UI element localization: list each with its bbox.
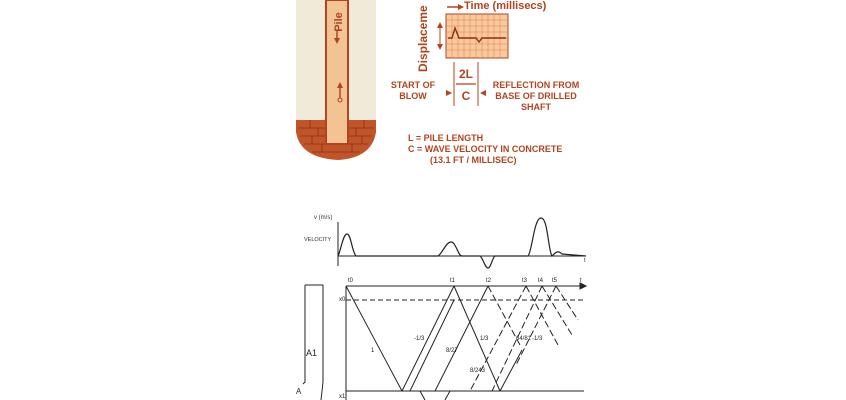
span-numerator: 2L: [458, 67, 474, 81]
ratio-minus-third-2: -1/3: [532, 336, 543, 342]
start-of-blow-line2: BLOW: [399, 91, 427, 101]
span-denominator: C: [461, 89, 471, 103]
time-axis-label: Time (millisecs): [464, 0, 547, 12]
reflection-line2: BASE OF DRILLED: [495, 91, 577, 101]
wave-diagram: [296, 278, 586, 400]
reflection-line3: SHAFT: [521, 102, 551, 112]
displacement-axis-label: Displaceme: [416, 5, 430, 72]
second-up-wave: [500, 350, 522, 391]
diagram-axes: [346, 283, 586, 400]
ratio-8-243: 8/243: [470, 368, 486, 374]
pile-sketch: [305, 285, 323, 400]
velocity-unit-label: v (m/s): [314, 215, 333, 221]
velocity-axes: [338, 218, 586, 268]
t4-label: t4: [538, 278, 544, 284]
time-labels: [339, 278, 582, 400]
second-down-wave: [454, 286, 500, 391]
area-label: A1: [306, 348, 318, 358]
start-arrow-icon: [446, 90, 452, 96]
x0-reflection-line: [410, 300, 454, 391]
t4-dashed-down: [542, 286, 572, 335]
base-line-a: [420, 391, 425, 400]
ratio-third: 1/3: [480, 336, 489, 342]
x0-label: x0: [339, 297, 346, 303]
start-of-blow-line1: START OF: [390, 80, 436, 90]
characteristic-lines: [346, 286, 578, 400]
bracket-up-icon: [437, 22, 443, 28]
bracket-down-icon: [437, 44, 443, 50]
legend-pile-length: L = PILE LENGTH: [408, 133, 484, 143]
ratio-1: 1: [371, 348, 375, 354]
ratio-labels: [371, 336, 543, 374]
reflection-line1: REFLECTION FROM: [492, 80, 580, 90]
edge-label: A: [296, 387, 302, 396]
waveform-grid: [446, 14, 508, 58]
t-end-label: t: [580, 278, 582, 284]
x1-label: x1: [339, 394, 346, 400]
ratio-8-27: 8/27: [446, 348, 458, 354]
velocity-curve: [338, 218, 586, 268]
velocity-t-label: t: [584, 258, 586, 264]
t-axis-arrowhead-icon: [580, 283, 586, 289]
t1-label: t1: [450, 278, 456, 284]
t5-label: t5: [552, 278, 558, 284]
pile-label: Pile: [333, 12, 345, 32]
reflected-wave-line: [402, 286, 454, 391]
ratio-minus-third: -1/3: [414, 336, 425, 342]
waveform-panel: [391, 0, 579, 165]
velocity-label: VELOCITY: [304, 237, 332, 243]
legend-wave-velocity: C = WAVE VELOCITY IN CONCRETE: [408, 144, 563, 154]
reflection-arrow-icon: [480, 90, 486, 96]
legend-wave-velocity-value: (13.1 FT / MILLISEC): [430, 155, 517, 165]
t0-label: t0: [348, 278, 354, 284]
t3-label: t3: [522, 278, 528, 284]
t2-label: t2: [486, 278, 492, 284]
ratio-64-81: 64/81: [516, 336, 532, 342]
pile-sketch-left-edge: [303, 285, 305, 384]
velocity-trace-panel: [304, 215, 586, 264]
base-line-b: [445, 391, 450, 400]
incident-wave-line: [346, 286, 402, 391]
pile-illustration: [296, 0, 376, 160]
